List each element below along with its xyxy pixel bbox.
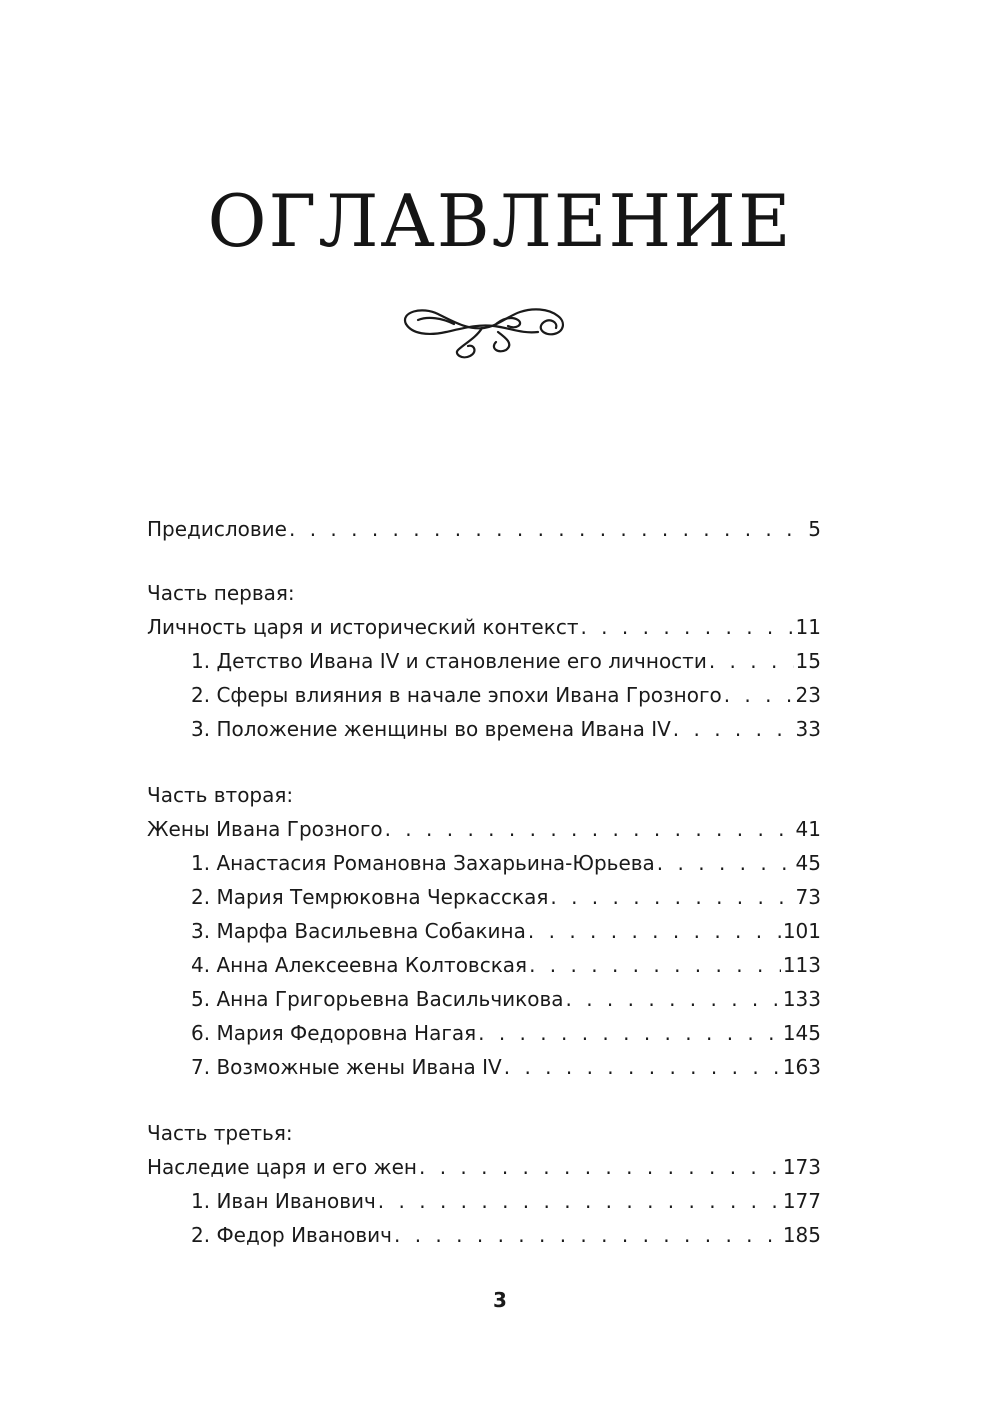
toc-entry-page: 41 [795,817,821,841]
toc-entry-label: 2. Мария Темрюковна Черкасская [191,885,549,909]
toc-entry-label: 6. Мария Федоровна Нагая [191,1021,477,1045]
toc-entry-label: Жены Ивана Грозного [147,817,383,841]
toc-entry-label: 4. Анна Алексеевна Колтовская [191,953,528,977]
dot-leader [580,610,793,644]
toc-entry-page: 5 [808,517,821,541]
toc-entry-label: 1. Анастасия Романовна Захарьина-Юрьева [191,851,655,875]
dot-leader [528,914,781,948]
part-heading: Часть первая: [147,581,295,605]
table-of-contents [147,512,821,1252]
toc-entry-chapter[interactable] [147,1218,821,1252]
toc-entry-page: 23 [795,683,821,707]
dot-leader [385,812,794,846]
toc-entry-chapter[interactable] [147,914,821,948]
dot-leader [673,712,794,746]
dot-leader [657,846,794,880]
dot-leader [550,880,793,914]
toc-entry-chapter[interactable] [147,1016,821,1050]
toc-entry-page: 145 [782,1021,821,1045]
toc-entry-chapter[interactable] [147,1184,821,1218]
toc-entry-label: 2. Федор Иванович [191,1223,392,1247]
toc-entry-label: Личность царя и исторический контекст [147,615,579,639]
page-title: ОГЛАВЛЕНИЕ [207,179,793,263]
dot-leader [566,982,781,1016]
toc-entry-label: Предисловие [147,517,287,541]
toc-entry-label: 5. Анна Григорьевна Васильчикова [191,987,564,1011]
toc-entry-chapter[interactable] [147,880,821,914]
toc-entry-page: 185 [782,1223,821,1247]
toc-entry-page: 73 [795,885,821,909]
dot-leader [289,512,806,546]
toc-entry-page: 173 [782,1155,821,1179]
toc-entry-chapter[interactable] [147,982,821,1016]
toc-entry-page: 177 [782,1189,821,1213]
dot-leader [709,644,794,678]
toc-entry-label: 1. Детство Ивана IV и становление его личности [191,649,707,673]
toc-entry-page: 45 [795,851,821,875]
dot-leader [394,1218,781,1252]
dot-leader [419,1150,781,1184]
toc-entry-label: 1. Иван Иванович [191,1189,376,1213]
toc-entry-preface[interactable] [147,512,821,546]
dot-leader [529,948,781,982]
page-number: 3 [493,1288,507,1312]
toc-entry-chapter[interactable] [147,678,821,712]
toc-entry-page: 15 [795,649,821,673]
part-heading: Часть третья: [147,1121,293,1145]
dot-leader [478,1016,781,1050]
dot-leader [724,678,794,712]
dot-leader [378,1184,781,1218]
toc-entry-chapter[interactable] [147,1050,821,1084]
toc-entry-chapter[interactable] [147,846,821,880]
dot-leader [504,1050,781,1084]
toc-entry-page: 163 [782,1055,821,1079]
toc-entry-label: 3. Марфа Васильевна Собакина [191,919,526,943]
toc-entry-label: 7. Возможные жены Ивана IV [191,1055,502,1079]
part-heading: Часть вторая: [147,783,294,807]
toc-entry-page: 101 [782,919,821,943]
toc-entry-part-title[interactable] [147,1150,821,1184]
toc-entry-part-title[interactable] [147,610,821,644]
toc-entry-label: 3. Положение женщины во времена Ивана IV [191,717,671,741]
toc-entry-label: 2. Сферы влияния в начале эпохи Ивана Грозного [191,683,722,707]
toc-entry-page: 133 [782,987,821,1011]
toc-entry-page: 113 [782,953,821,977]
flourish-ornament-icon [398,302,570,362]
toc-entry-part-title[interactable] [147,812,821,846]
toc-entry-page: 11 [795,615,821,639]
toc-entry-chapter[interactable] [147,712,821,746]
toc-entry-label: Наследие царя и его жен [147,1155,417,1179]
toc-entry-page: 33 [795,717,821,741]
toc-entry-chapter[interactable] [147,948,821,982]
toc-entry-chapter[interactable] [147,644,821,678]
